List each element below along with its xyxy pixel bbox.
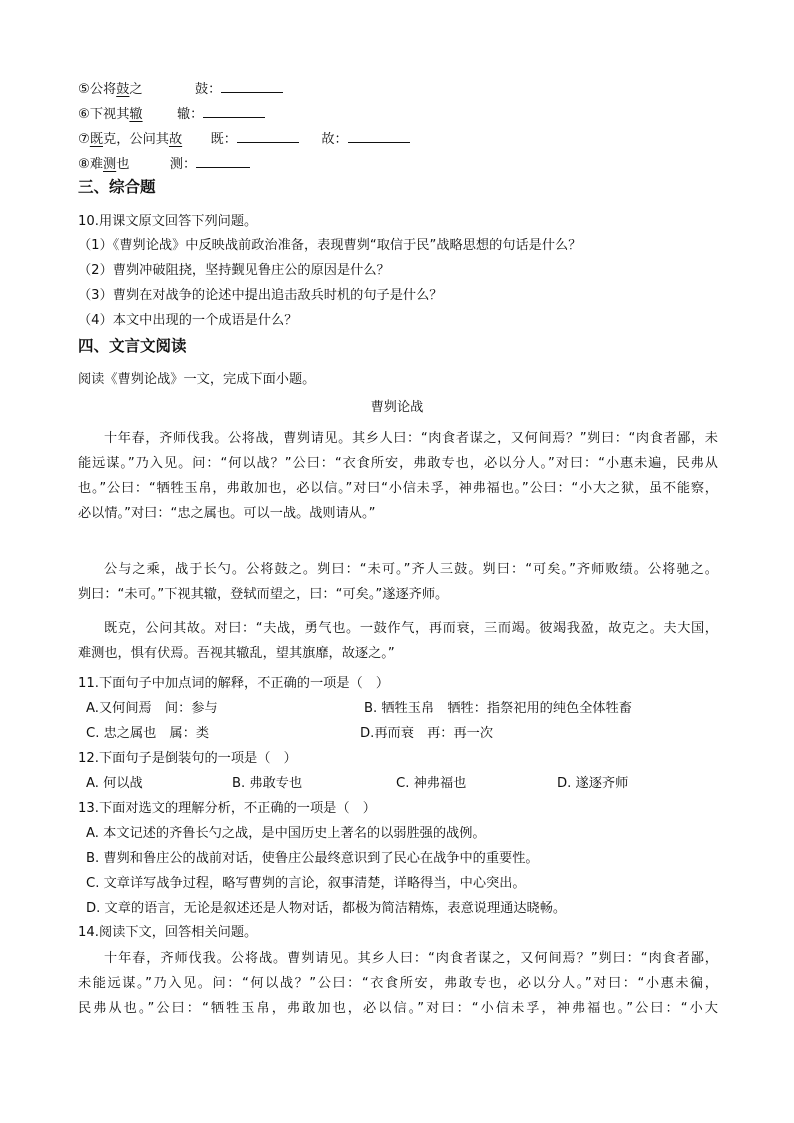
question-13-option-c[interactable]: C. 文章详写战争过程，略写曹刿的言论，叙事清楚，详略得当，中心突出。: [86, 876, 526, 891]
section-heading-4: 四、文言文阅读: [78, 337, 187, 355]
question-11-option-c[interactable]: C. 忠之属也 属：类: [86, 726, 210, 741]
passage-paragraph-1: 十年春，齐师伐我。公将战，曹刿请见。其乡人曰：“肉食者谋之，又何间焉？”刿曰：“肉食者鄙，未 能远谋。”乃入见。问：“何以战？”公曰：“衣食所安，弗敢专也，必以分人。”对曰：“小惠未遍，民弗从 也。”公曰：“牺牲玉帛，弗敢加也，必以信。”对曰“小信未孚，神弗福也。”公曰：“小大之狱，虽不能察， 必以情。”对曰：“忠之属也。可以一战。战则请从。”: [78, 431, 718, 521]
question-13-option-b[interactable]: B. 曹刿和鲁庄公的战前对话，使鲁庄公最终意识到了民心在战争中的重要性。: [86, 851, 539, 866]
dotted-word: 辙: [129, 107, 143, 122]
question-10-stem: 10.用课文原文回答下列问题。: [78, 214, 258, 229]
question-14-passage: 十年春，齐师伐我。公将战。曹刿请见。其乡人曰：“肉食者谋之，又何间焉？”刿曰：“肉食者鄙， 未能远谋。”乃入见。问：“何以战？”公曰：“衣食所安，弗敢专也，必以分人。”对曰：“小惠未徧， 民弗从也。”公曰：“牺牲玉帛，弗敢加也，必以信。”对曰：“小信未孚，神弗福也。”公曰：“小大: [78, 951, 718, 1016]
question-11-option-a[interactable]: A.又何间焉 间：参与: [86, 701, 218, 716]
dotted-word: 故: [168, 132, 183, 147]
question-10-item-4: （4）本文中出现的一个成语是什么？: [78, 313, 298, 328]
question-12-option-a[interactable]: A. 何以战: [86, 776, 143, 791]
question-11-stem: 11.下面句子中加点词的解释，不正确的一项是（ ）: [78, 676, 390, 691]
question-12-stem: 12.下面句子是倒装句的一项是（ ）: [78, 751, 297, 766]
question-12-option-d[interactable]: D. 遂逐齐师: [557, 776, 629, 791]
question-14-stem: 14.阅读下文，回答相关问题。: [78, 925, 258, 940]
question-12-option-b[interactable]: B. 弗敢专也: [232, 776, 303, 791]
vocab-item-6: ⑥下视其辙 辙：: [78, 103, 265, 125]
question-11-option-b[interactable]: B. 牺牲玉帛 牺牲：指祭祀用的纯色全体牲畜: [364, 701, 632, 716]
answer-blank[interactable]: [348, 128, 410, 143]
vocab-item-8: ⑧难测也 测：: [78, 153, 250, 175]
answer-blank[interactable]: [221, 78, 283, 93]
question-13-stem: 13.下面对选文的理解分析，不正确的一项是（ ）: [78, 801, 376, 816]
question-13-option-d[interactable]: D. 文章的语言，无论是叙述还是人物对话，都极为简洁精炼，表意说理通达晓畅。: [86, 901, 567, 916]
section-heading-3: 三、综合题: [78, 178, 156, 196]
passage-paragraph-2: 公与之乘，战于长勺。公将鼓之。刿曰：“未可。”齐人三鼓。刿曰：“可矣。”齐师败绩。公将驰之。 刿曰：“未可。”下视其辙，登轼而望之，曰：“可矣。”遂逐齐师。: [78, 562, 718, 602]
question-10-item-1: （1）《曹刿论战》中反映战前政治准备，表现曹刿“取信于民”战略思想的句话是什么？: [78, 238, 582, 253]
dotted-word: 既: [89, 132, 104, 147]
answer-blank[interactable]: [196, 153, 250, 168]
question-13-option-a[interactable]: A. 本文记述的齐鲁长勺之战，是中国历史上著名的以弱胜强的战例。: [86, 826, 486, 841]
question-10-item-2: （2）曹刿冲破阻挠，坚持觐见鲁庄公的原因是什么？: [78, 263, 390, 278]
reading-intro: 阅读《曹刿论战》一文，完成下面小题。: [78, 372, 316, 387]
answer-blank[interactable]: [203, 103, 265, 118]
question-12-option-c[interactable]: C. 神弗福也: [396, 776, 467, 791]
answer-blank[interactable]: [237, 128, 299, 143]
dotted-word: 测: [103, 157, 117, 172]
question-10-item-3: （3）曹刿在对战争的论述中提出追击敌兵时机的句子是什么？: [78, 288, 443, 303]
dotted-word: 鼓: [116, 82, 130, 97]
vocab-item-5: ⑤公将鼓之 鼓：: [78, 78, 283, 100]
passage-paragraph-3: 既克，公问其故。对曰：“夫战，勇气也。一鼓作气，再而衰，三而竭。彼竭我盈，故克之。夫大国， 难测也，惧有伏焉。吾视其辙乱，望其旗靡，故逐之。”: [78, 621, 718, 661]
question-11-option-d[interactable]: D.再而衰 再：再一次: [360, 726, 494, 741]
vocab-item-7: ⑦既克，公问其故 既： 故：: [78, 128, 410, 150]
passage-title: 曹刿论战: [370, 400, 424, 415]
